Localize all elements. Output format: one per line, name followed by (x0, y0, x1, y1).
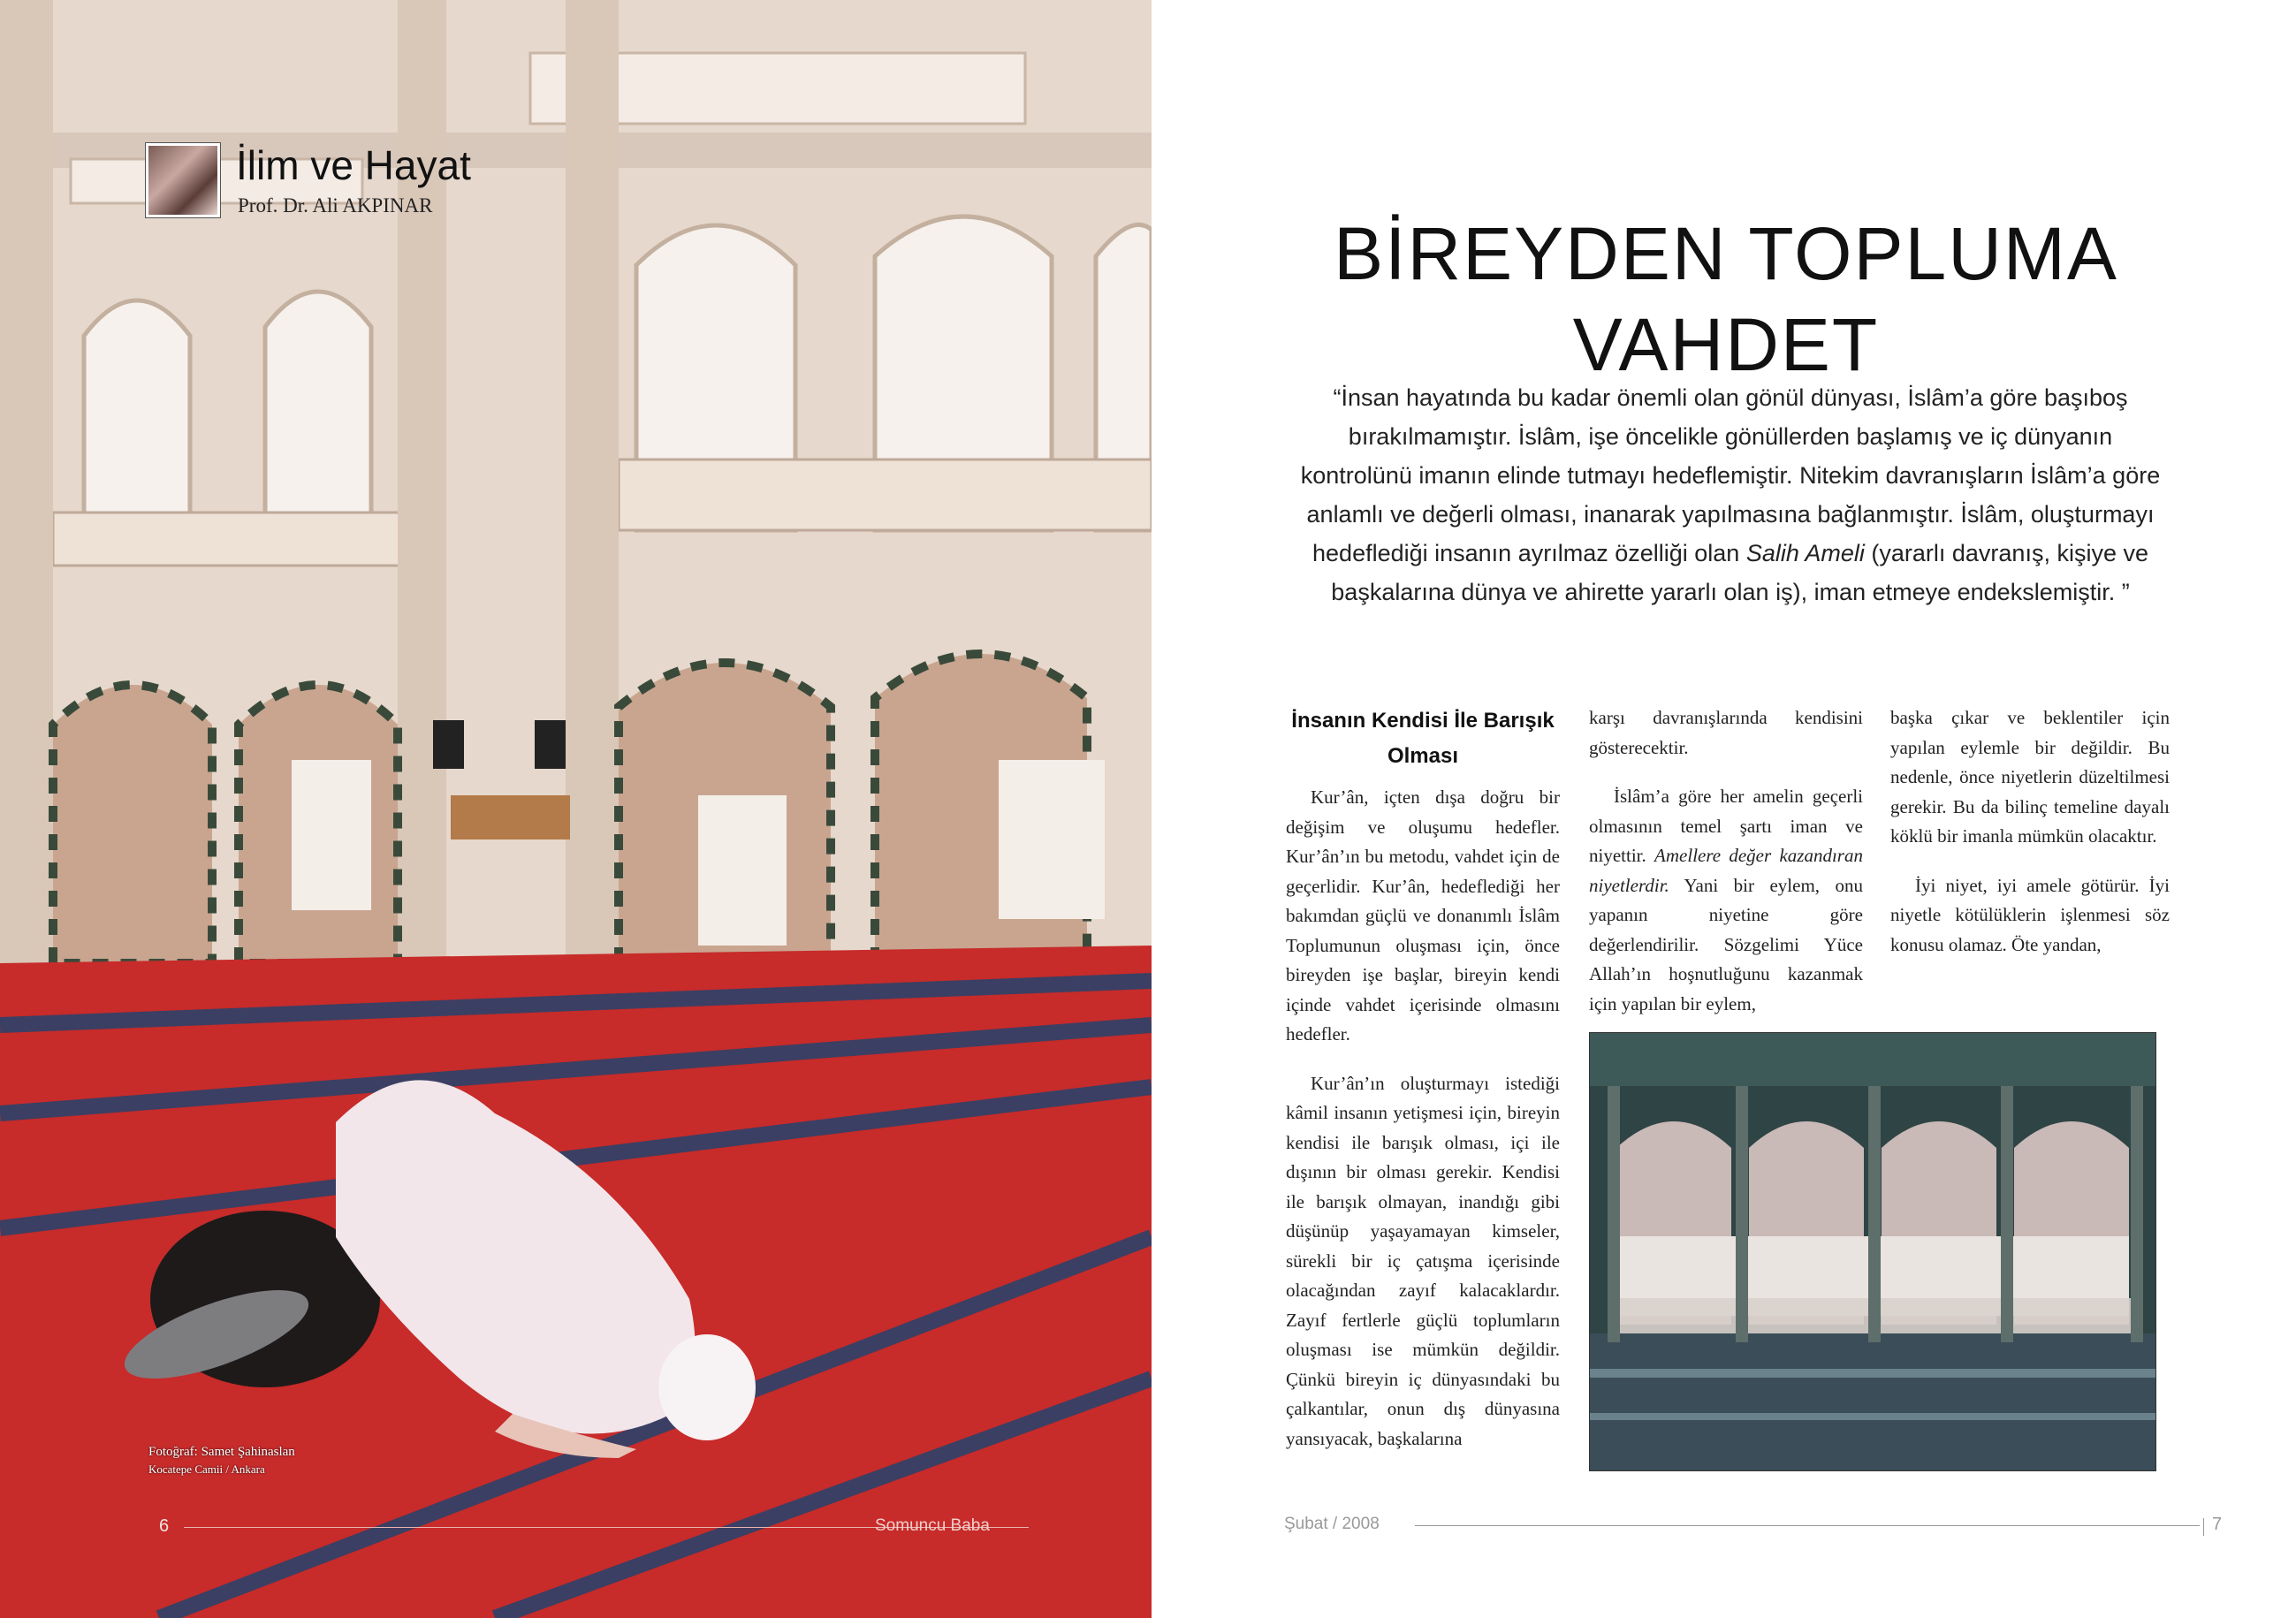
section-author: Prof. Dr. Ali AKPINAR (238, 194, 433, 216)
col3-paragraph-2: İyi niyet, iyi amele götürür. İyi niyetle kötülüklerin işlenmesi söz konusu olamaz. Öte yandan, (1890, 874, 2170, 955)
right-footer-tick (2203, 1518, 2204, 1536)
issue-date: Şubat / 2008 (1284, 1515, 1380, 1533)
right-page-number: 7 (2212, 1515, 2223, 1534)
section-thumbnail (146, 143, 220, 217)
lead-italic: Salih Ameli (1745, 540, 1865, 566)
col1-paragraph-2: Kur’ân’ın oluşturmayı istediği kâmil insanın yetişmesi için, bireyin kendisi ile barışık olması, içi ile dışının bir olması gerekir. Kendisi ile barışık olmayan, inandığı gibi düşünüp yaşayamayan kimseler, sürekli bir iç çatışma içerisinde olacağından zayıf kalacaklardır. Zayıf fertlerle güçlü toplumların oluşması ise mümkün değildir. Çünkü bireyin iç dünyasındaki bu çalkantılar, onun dış dünyasına yansıyacak, başkalarına (1286, 1072, 1560, 1449)
right-footer-rule (1415, 1525, 2200, 1526)
article-subhead: İnsanın Kendisi İle Barışık Olması (1291, 709, 1555, 768)
section-title: İlim ve Hayat (236, 142, 471, 188)
photo-credit (148, 1444, 295, 1477)
photo-credit-location: Kocatepe Camii / Ankara (148, 1462, 265, 1476)
col2-paragraph-2 (1589, 782, 1863, 1019)
col2-italic: Amellere değer kazandıran niyetlerdir. (1589, 845, 1863, 896)
headline-line-2: VAHDET (1572, 303, 1880, 387)
col3-paragraph-1: başka çıkar ve beklentiler için yapılan eylemle bir değildir. Bu nedenle, önce niyetlerin düzeltilmesi gerekir. Bu da bilinç temeline dayalı köklü bir imanla mümkün olacaktır. (1890, 707, 2170, 847)
inset-photo-congregation (1589, 1032, 2156, 1471)
col2-text-a: İslâm’a göre her amelin geçerli olmasının temel şartı iman ve niyettir. (1589, 786, 1863, 866)
magazine-name: Somuncu Baba (875, 1516, 990, 1535)
left-footer (159, 1516, 1034, 1536)
col1-paragraph-1: Kur’ân, içten dışa doğru bir değişim ve oluşumu hedefler. Kur’ân’ın bu metodu, vahdet için de geçerlidir. Kur’ân, hedeflediği her bakımdan güçlü ve donanımlı İslâm Toplumunun oluşması için, önce bireyden işe başlar, bireyin kendi içinde vahdet içerisinde olmasını hedefler. (1286, 786, 1560, 1044)
congregation-photo (1590, 1033, 2155, 1470)
lead-text-2: (yararlı davranış, kişiye ve başkalarına dünya ve ahirette yararlı olan iş), iman etmeye endekslemiştir. ” (1331, 540, 2148, 605)
column-3 (1890, 703, 2170, 960)
headline-line-1: BİREYDEN TOPLUMA (1334, 212, 2118, 296)
col2-paragraph-1: karşı davranışlarında kendisini gösterecektir. (1589, 707, 1863, 758)
col2-text-b: Yani bir eylem, onu yapanın niyetine göre değerlendirilir. Sözgelimi Yüce Allah’ın hoşnutluğunu kazanmak için yapılan bir eylem, (1589, 874, 1863, 1014)
column-2 (1589, 703, 1863, 1019)
right-page (1152, 0, 2296, 1618)
lead-paragraph (1293, 378, 2168, 611)
right-footer (1284, 1515, 2230, 1536)
column-1 (1286, 703, 1560, 1454)
lead-text-1: “İnsan hayatında bu kadar önemli olan gönül dünyası, İslâm’a göre başıboş bırakılmamıştır. İslâm, işe öncelikle gönüllerden başlamış ve iç dünyanın kontrolünü imanın elinde tutmayı hedeflemiştir. Nitekim davranışların İslâm’a göre anlamlı ve değerli olması, inanarak yapılmasına bağlanmıştır. İslâm, oluşturmayı hedeflediği insanın ayrılmaz özelliği olan (1300, 384, 2161, 566)
article-headline (1240, 209, 2212, 391)
photo-credit-name: Fotoğraf: Samet Şahinaslan (148, 1445, 295, 1459)
left-page-number: 6 (159, 1516, 170, 1536)
